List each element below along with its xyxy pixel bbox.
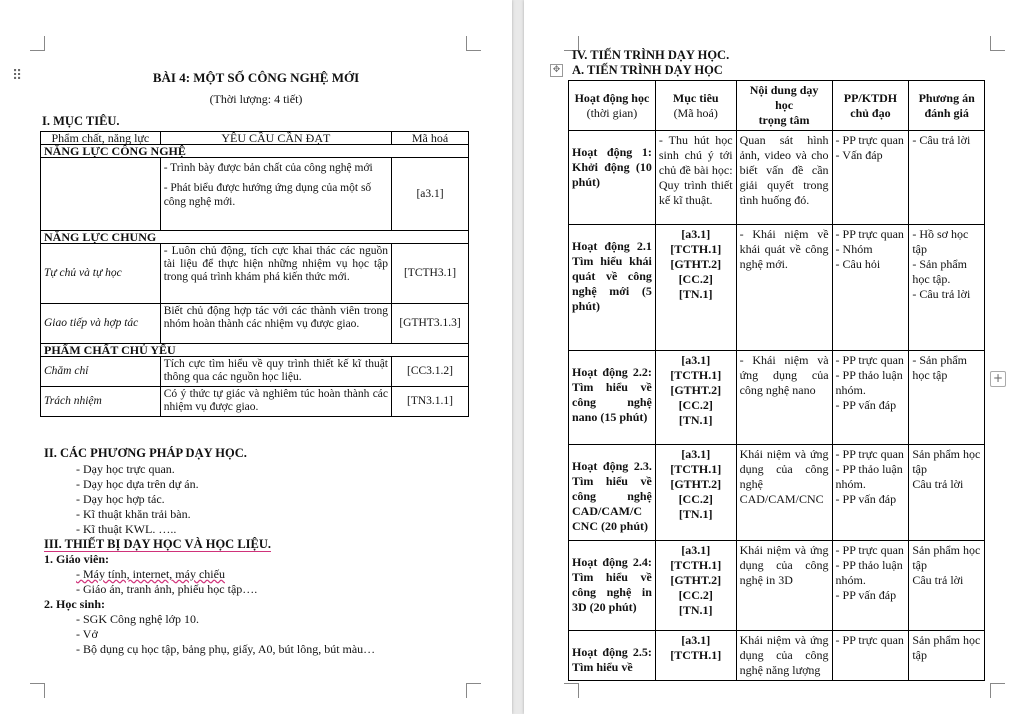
header-line: chủ đạo <box>850 105 891 120</box>
method-cell <box>832 131 909 225</box>
cell-line: [CC.2] <box>678 398 713 412</box>
goal-cell <box>655 445 736 541</box>
table-header <box>909 81 985 131</box>
cell-line: - Sản phẩm học tập. <box>912 257 967 286</box>
cell-line: [TCTH.1] <box>670 462 722 476</box>
activity-cell: Hoạt động 2.5: Tìm hiểu về <box>569 631 656 681</box>
table-header <box>655 81 736 131</box>
cell-line: - Câu hỏi <box>835 257 881 271</box>
cell-line: Câu trả lời <box>912 477 964 491</box>
code-cell: [GTHT3.1.3] <box>392 304 469 344</box>
subsection-heading: A. TIẾN TRÌNH DẠY HỌC <box>572 63 723 77</box>
code-cell: [TCTH3.1] <box>392 244 469 304</box>
header-line: đánh giá <box>924 105 969 120</box>
requirement-text: - Trình bày được bản chất của công nghệ mới <box>163 162 373 174</box>
method-item: - Dạy học hợp tác. <box>76 492 165 506</box>
goal-cell <box>655 631 736 681</box>
cell-line: - PP vấn đáp <box>835 588 897 602</box>
quality-label: Trách nhiệm <box>41 387 161 417</box>
cell-line: - Sản phẩm học tập <box>912 353 967 382</box>
cell-line: - PP vấn đáp <box>835 398 897 412</box>
cell-line: - PP thảo luận nhóm. <box>835 558 903 587</box>
goal-cell <box>655 225 736 351</box>
student-item: - Vở <box>76 627 98 641</box>
cell-line: - Thu hút học sinh chú ý tới chủ đề bài học: Quy trình thiết kế kĩ thuật. <box>658 133 733 207</box>
cell-line: [TN.1] <box>678 603 713 617</box>
cell-line: - PP trực quan <box>835 227 904 241</box>
competency-label: Giao tiếp và hợp tác <box>41 304 161 344</box>
document-page-1 <box>0 0 512 714</box>
activity-cell: Hoạt động 2.2: Tìm hiểu về công nghệ nano (15 phút) <box>569 351 656 445</box>
cell-line: - Hồ sơ học tập <box>912 227 969 256</box>
table-group-heading: NĂNG LỰC CHUNG <box>41 231 469 244</box>
assessment-cell <box>909 631 985 681</box>
cell-line: [TCTH.1] <box>670 242 722 256</box>
quality-label: Chăm chỉ <box>41 357 161 387</box>
cell-line: - PP trực quan <box>835 133 904 147</box>
cell-line: [TN.1] <box>678 287 713 301</box>
requirement-text: Tích cực tìm hiểu về quy trình thiết kế kĩ thuật thông qua các nguồn học liệu. <box>160 357 391 387</box>
activity-rows <box>569 131 985 681</box>
table-row <box>569 631 985 681</box>
lesson-title: BÀI 4: MỘT SỐ CÔNG NGHỆ MỚI <box>152 70 360 85</box>
assessment-cell <box>909 351 985 445</box>
table-cell <box>160 158 391 231</box>
table-group-heading: NĂNG LỰC CÔNG NGHỆ <box>41 145 469 158</box>
method-cell <box>832 541 909 631</box>
lesson-duration: (Thời lượng: 4 tiết) <box>209 92 303 106</box>
table-group-heading: PHẨM CHẤT CHỦ YẾU <box>41 344 469 357</box>
assessment-cell <box>909 445 985 541</box>
activity-cell: Hoạt động 2.1 Tìm hiểu khái quát về công nghệ mới (5 phút) <box>569 225 656 351</box>
cell-line: [a3.1] <box>681 227 711 241</box>
table-row <box>569 445 985 541</box>
crop-mark <box>30 36 45 51</box>
header-line: (thời gian) <box>586 105 638 120</box>
cell-line: [TN.1] <box>678 507 713 521</box>
table-header <box>736 81 832 131</box>
add-column-icon[interactable]: + <box>990 371 1006 387</box>
section-heading: I. MỤC TIÊU. <box>42 114 120 128</box>
table-move-icon[interactable]: ✥ <box>550 64 563 77</box>
cell-line: [CC.2] <box>678 272 713 286</box>
teacher-item: - Máy tính, internet, máy chiếu <box>76 567 225 581</box>
table-header: YÊU CẦU CẦN ĐẠT <box>160 132 391 145</box>
method-item: - Dạy học trực quan. <box>76 462 175 476</box>
crop-mark <box>30 683 45 698</box>
cell-line: - PP trực quan <box>835 633 904 647</box>
cell-line: - PP vấn đáp <box>835 492 897 506</box>
assessment-cell <box>909 225 985 351</box>
cell-line: Sản phẩm học tập <box>912 543 981 572</box>
cell-line: - PP thảo luận nhóm. <box>835 462 903 491</box>
cell-line: - Vấn đáp <box>835 148 883 162</box>
content-cell: Khái niệm và ứng dụng của công nghệ in 3D <box>736 541 832 631</box>
cell-line: [a3.1] <box>681 543 711 557</box>
cell-line: [GTHT.2] <box>670 257 722 271</box>
table-row <box>569 351 985 445</box>
content-cell: - Khái niệm về khái quát về công nghệ mới. <box>736 225 832 351</box>
cell-line: [TCTH.1] <box>670 368 722 382</box>
header-line: Hoạt động học <box>574 90 650 105</box>
assessment-cell <box>909 131 985 225</box>
section-heading: IV. TIẾN TRÌNH DẠY HỌC. <box>572 48 730 62</box>
table-header: Mã hoá <box>392 132 469 145</box>
assessment-cell <box>909 541 985 631</box>
table-row <box>569 541 985 631</box>
code-cell: [a3.1] <box>392 158 469 231</box>
teacher-item: - Giáo án, tranh ảnh, phiếu học tập…. <box>76 582 258 596</box>
table-header <box>569 81 656 131</box>
drag-handle-icon[interactable]: ⠿ <box>12 68 23 84</box>
content-cell: Khái niệm và ứng dụng của công nghệ năng lượng <box>736 631 832 681</box>
section-heading-text: III. THIẾT BỊ DẠY HỌC VÀ HỌC LIỆU. <box>44 537 272 551</box>
crop-mark <box>466 683 481 698</box>
cell-line: - PP trực quan <box>835 447 904 461</box>
cell-line: - Câu trả lời <box>912 287 971 301</box>
activity-cell: Hoạt động 2.3. Tìm hiểu về công nghệ CAD/CAM/C CNC (20 phút) <box>569 445 656 541</box>
crop-mark <box>990 683 1005 698</box>
header-line: học <box>775 98 794 112</box>
method-item: - Kĩ thuật KWL. ….. <box>76 522 177 536</box>
method-item: - Kĩ thuật khăn trải bàn. <box>76 507 191 521</box>
header-line: PP/KTDH <box>843 90 898 105</box>
header-line: Nội dung dạy <box>749 83 819 97</box>
content-cell: Khái niệm và ứng dụng của công nghệ CAD/CAM/CNC <box>736 445 832 541</box>
cell-line: - PP trực quan <box>835 353 904 367</box>
cell-line: - Nhóm <box>835 242 873 256</box>
cell-line: Sản phẩm học tập <box>912 447 981 476</box>
code-cell: [CC3.1.2] <box>392 357 469 387</box>
cell-line: [GTHT.2] <box>670 477 722 491</box>
cell-line: Sản phẩm học tập <box>912 633 981 662</box>
content-cell: Quan sát hình ảnh, video và cho biết vấn đề cần giải quyết trong tình huống đó. <box>736 131 832 225</box>
cell-line: - PP thảo luận nhóm. <box>835 368 903 397</box>
method-cell <box>832 445 909 541</box>
requirement-text: - Luôn chủ động, tích cực khai thác các nguồn tài liệu để thực hiện những nhiệm vụ học tập trong quá trình khám phá kiến thức mới. <box>160 244 391 304</box>
section-heading <box>44 537 271 552</box>
cell-line: [a3.1] <box>681 447 711 461</box>
table-header: Phẩm chất, năng lực <box>41 132 161 145</box>
cell-line: [TCTH.1] <box>670 558 722 572</box>
table-header <box>832 81 909 131</box>
header-line: trọng tâm <box>758 113 810 127</box>
activity-cell: Hoạt động 2.4: Tìm hiểu về công nghệ in 3D (20 phút) <box>569 541 656 631</box>
cell-line: [TN.1] <box>678 413 713 427</box>
crop-mark <box>564 683 579 698</box>
header-line: (Mã hoá) <box>673 105 718 120</box>
requirement-text: Biết chủ động hợp tác với các thành viên trong nhóm hoàn thành các nhiệm vụ được giao. <box>160 304 391 344</box>
competency-label: Tự chủ và tự học <box>41 244 161 304</box>
cell-line: [GTHT.2] <box>670 383 722 397</box>
header-line: Phương án <box>918 90 975 105</box>
method-cell <box>832 631 909 681</box>
code-cell: [TN3.1.1] <box>392 387 469 417</box>
activity-cell: Hoạt động 1: Khởi động (10 phút) <box>569 131 656 225</box>
cell-line: [GTHT.2] <box>670 573 722 587</box>
student-item: - SGK Công nghệ lớp 10. <box>76 612 200 626</box>
cell-line: [CC.2] <box>678 588 713 602</box>
document-page-2 <box>524 0 1034 714</box>
crop-mark <box>990 36 1005 51</box>
goal-cell <box>655 131 736 225</box>
cell-line: [a3.1] <box>681 633 711 647</box>
teaching-progress-table <box>568 80 985 681</box>
cell-line: Câu trả lời <box>912 573 964 587</box>
goal-cell <box>655 351 736 445</box>
method-item: - Dạy học dựa trên dự án. <box>76 477 199 491</box>
subheading: 2. Học sinh: <box>44 597 106 611</box>
section-heading: II. CÁC PHƯƠNG PHÁP DẠY HỌC. <box>44 446 247 460</box>
objectives-table <box>40 131 469 417</box>
method-cell <box>832 351 909 445</box>
table-cell <box>41 158 161 231</box>
cell-line: - PP trực quan <box>835 543 904 557</box>
content-cell: - Khái niệm và ứng dụng của công nghệ nano <box>736 351 832 445</box>
student-item: - Bộ dụng cụ học tập, bảng phụ, giấy, A0, bút lông, bút màu… <box>76 642 376 656</box>
crop-mark <box>466 36 481 51</box>
requirement-text: Có ý thức tự giác và nghiêm túc hoàn thành các nhiệm vụ được giao. <box>160 387 391 417</box>
table-row <box>569 225 985 351</box>
goal-cell <box>655 541 736 631</box>
requirement-text: - Phát biểu được hướng ứng dụng của một số công nghệ mới. <box>163 182 372 208</box>
table-row <box>569 131 985 225</box>
method-cell <box>832 225 909 351</box>
cell-line: [a3.1] <box>681 353 711 367</box>
cell-line: [CC.2] <box>678 492 713 506</box>
cell-line: - Câu trả lời <box>912 133 971 147</box>
subheading: 1. Giáo viên: <box>44 552 109 566</box>
cell-line: [TCTH.1] <box>670 648 722 662</box>
header-line: Mục tiêu <box>672 90 719 105</box>
